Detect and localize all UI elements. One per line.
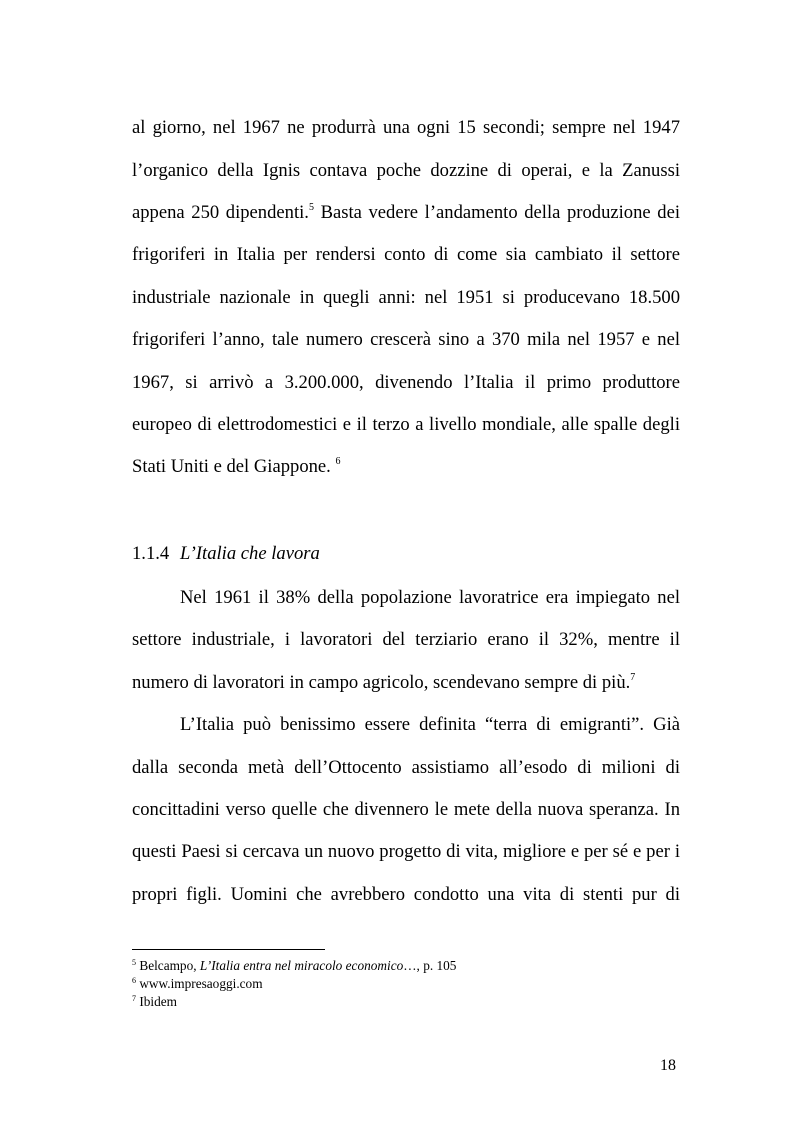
footnote-text: Belcampo, [136,958,200,973]
body-line: frigoriferi l’anno, tale numero crescerà sino a 370 mila nel 1957 e nel [132,329,680,350]
body-text: Stati Uniti e del Giappone. [132,456,336,477]
body-line: al giorno, nel 1967 ne produrrà una ogni 15 secondi; sempre nel 1947 [132,117,680,138]
body-text: numero di lavoratori in campo agricolo, scendevano sempre di più. [132,672,631,693]
body-line [132,456,680,481]
body-line: l’organico della Ignis contava poche dozzine di operai, e la Zanussi [132,160,680,181]
footnote-text: …, p. 105 [403,958,457,973]
footnote-mark: 5 [132,958,136,967]
footnote-text: Ibidem [136,994,177,1009]
footnote-mark: 6 [132,976,136,985]
body-line: Nel 1961 il 38% della popolazione lavoratrice era impiegato nel [180,587,680,608]
page-number: 18 [660,1057,676,1074]
footnote-ref-5: 5 [308,202,314,213]
footnote-mark: 7 [132,994,136,1003]
body-line: industriale nazionale in quegli anni: nel 1951 si producevano 18.500 [132,287,680,308]
footnote-7 [132,994,177,1012]
body-line [132,202,680,227]
body-line: concittadini verso quelle che divennero le mete della nuova speranza. In [132,799,680,820]
body-line: propri figli. Uomini che avrebbero condotto una vita di stenti pur di [132,884,680,905]
body-line [132,672,680,697]
footnote-5 [132,958,456,976]
footnote-6 [132,976,263,994]
footnote-text: www.impresaoggi.com [136,976,263,991]
body-line: L’Italia può benissimo essere definita “terra di emigranti”. Già [180,714,680,735]
body-line: europeo di elettrodomestici e il terzo a livello mondiale, alle spalle degli [132,414,680,435]
body-line: frigoriferi in Italia per rendersi conto di come sia cambiato il settore [132,244,680,265]
footnote-ref-7: 7 [630,672,636,683]
body-text: Basta vedere l’andamento della produzione dei [313,202,680,223]
footnote-divider [132,949,325,950]
body-line: questi Paesi si cercava un nuovo progetto di vita, migliore e per sé e per i [132,841,680,862]
section-number: 1.1.4 [132,543,170,564]
body-line: settore industriale, i lavoratori del terziario erano il 32%, mentre il [132,629,680,650]
body-line: 1967, si arrivò a 3.200.000, divenendo l’Italia il primo produttore [132,372,680,393]
section-title: L’Italia che lavora [180,543,320,564]
body-text: appena 250 dipendenti. [132,202,309,223]
section-heading [132,543,320,565]
footnote-ref-6: 6 [335,456,341,467]
body-line: dalla seconda metà dell’Ottocento assistiamo all’esodo di milioni di [132,757,680,778]
footnote-title: L’Italia entra nel miracolo economico [199,958,404,973]
